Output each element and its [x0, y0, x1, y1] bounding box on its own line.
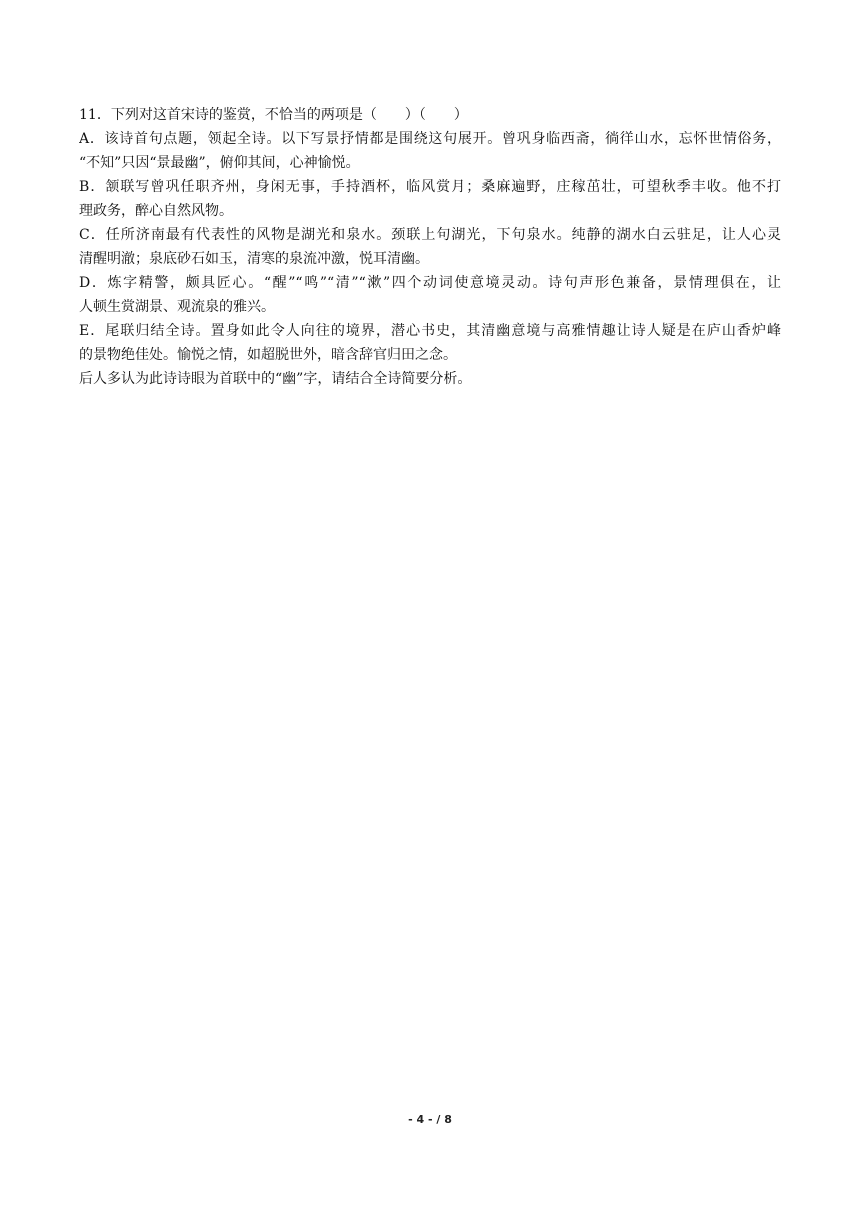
- option-d-line-2: 人顿生赏湖景、观流泉的雅兴。: [79, 299, 275, 315]
- question-11: [79, 103, 781, 391]
- option-e-line-1: E．尾联归结全诗。置身如此令人向往的境界，潜心书史，其清幽意境与高雅情趣让诗人疑是在庐山香炉峰: [79, 323, 781, 339]
- option-a-line-1: A．该诗首句点题，领起全诗。以下写景抒情都是围绕这句展开。曾巩身临西斋，徜徉山水，忘怀世情俗务，: [79, 131, 781, 147]
- option-b: [79, 175, 781, 223]
- page-number: - 4 - / 8: [408, 1113, 452, 1126]
- option-e-line-2: 的景物绝佳处。愉悦之情，如超脱世外，暗含辞官归田之念。: [79, 347, 457, 363]
- option-d: [79, 271, 781, 319]
- option-c-line-1: C．任所济南最有代表性的风物是湖光和泉水。颈联上句湖光，下句泉水。纯静的湖水白云驻足，让人心灵: [79, 227, 781, 243]
- question-stem: 11．下列对这首宋诗的鉴赏，不恰当的两项是（ ）（ ）: [79, 107, 468, 123]
- option-c-line-2: 清醒明澈；泉底砂石如玉，清寒的泉流冲激，悦耳清幽。: [79, 251, 429, 267]
- option-a-line-2: “不知”只因“景最幽”，俯仰其间，心神愉悦。: [79, 155, 360, 171]
- option-c: [79, 223, 781, 271]
- option-a: [79, 127, 781, 175]
- option-e: [79, 319, 781, 367]
- follow-up-question: 后人多认为此诗诗眼为首联中的“幽”字，请结合全诗简要分析。: [79, 371, 472, 387]
- option-b-line-1: B．颔联写曾巩任职齐州，身闲无事，手持酒杯，临风赏月；桑麻遍野，庄稼茁壮，可望秋季丰收。他不打: [79, 179, 781, 195]
- option-b-line-2: 理政务，醉心自然风物。: [79, 203, 233, 219]
- option-d-line-1: D．炼字精警，颇具匠心。“醒”“鸣”“清”“漱”四个动词使意境灵动。诗句声形色兼备，景情理俱在，让: [79, 275, 781, 291]
